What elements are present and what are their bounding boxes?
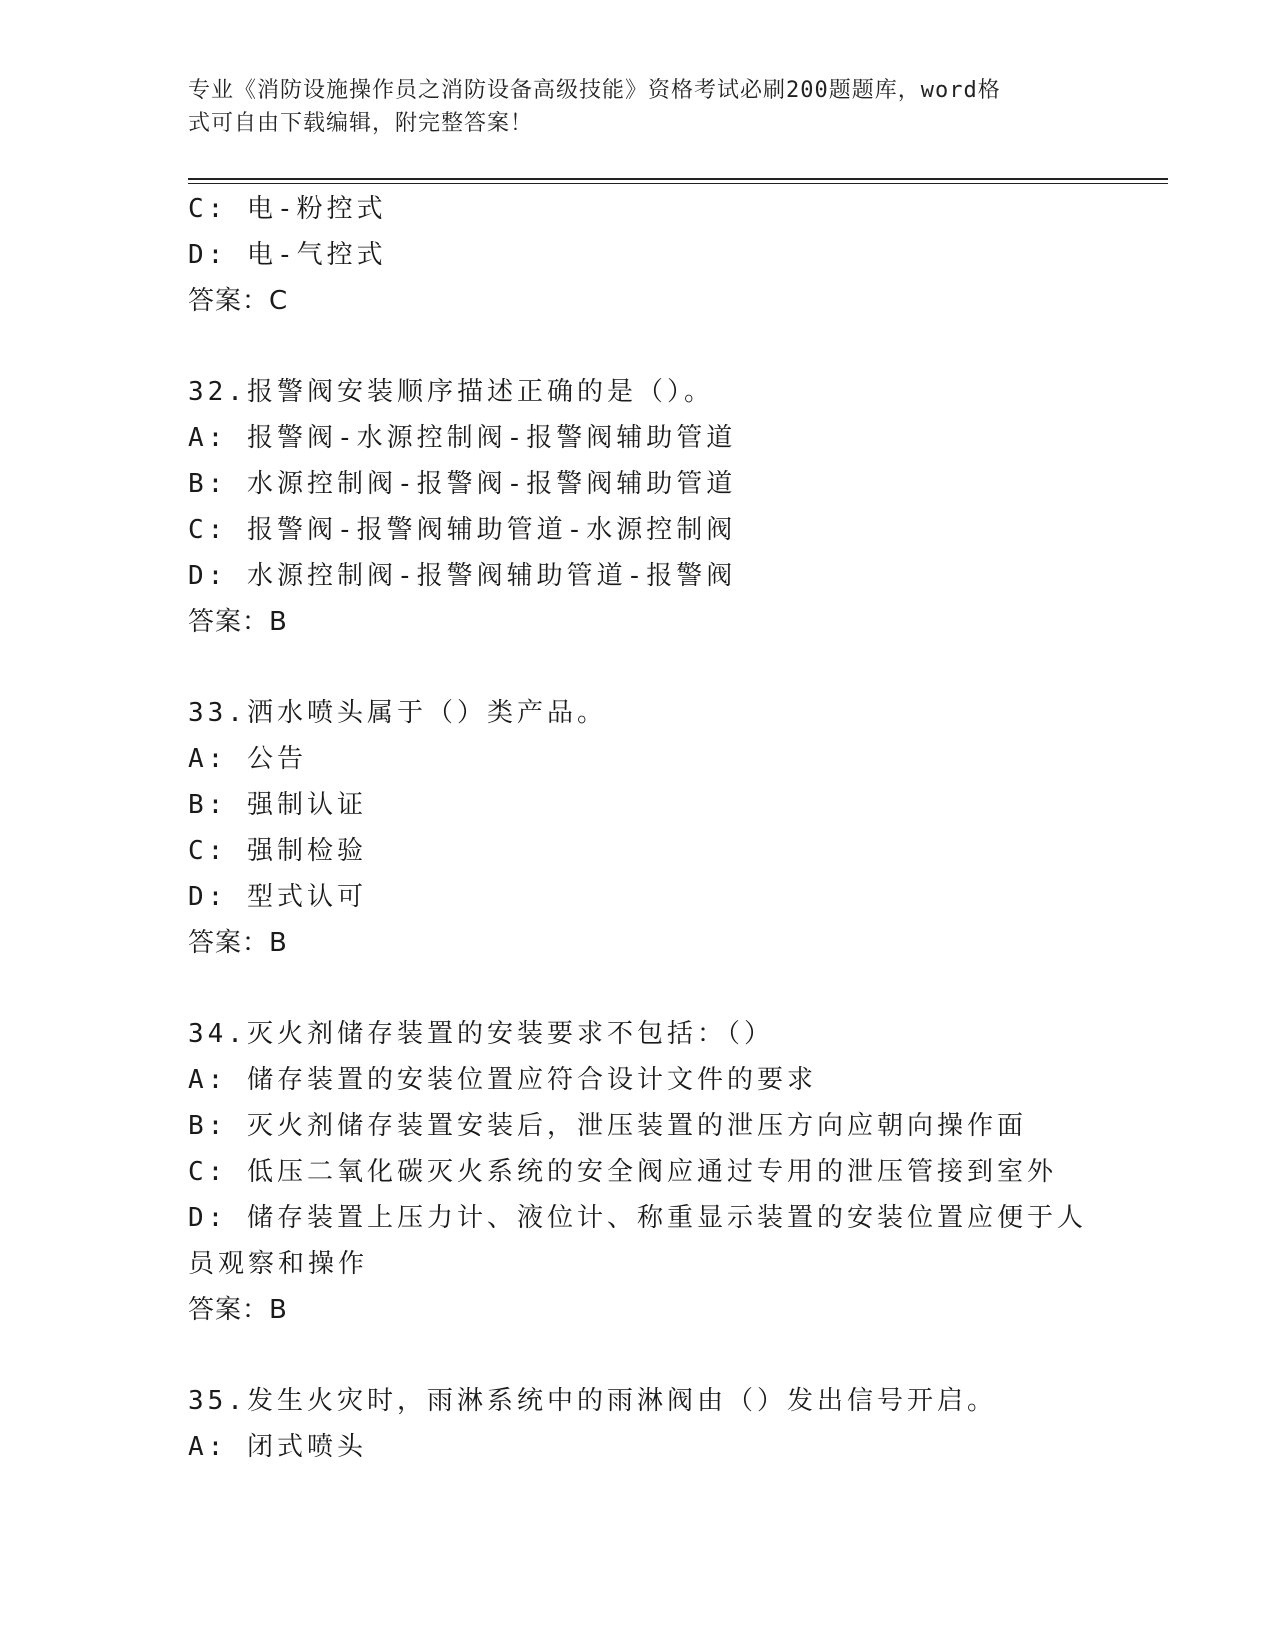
option-d: D: 电-气控式 [188, 240, 387, 270]
header-rule-thin [188, 183, 1168, 184]
header-line-2: 式可自由下载编辑，附完整答案！ [188, 111, 534, 136]
option-c: C: 报警阀-报警阀辅助管道-水源控制阀 [188, 515, 737, 545]
question-text: 35.发生火灾时，雨淋系统中的雨淋阀由（）发出信号开启。 [188, 1386, 997, 1416]
header-rule-thick [188, 178, 1168, 180]
answer-line: 答案：B [188, 607, 288, 637]
option-d: D: 型式认可 [188, 882, 367, 912]
document-header [188, 74, 1068, 140]
option-a: A: 公告 [188, 744, 307, 774]
question-block [188, 690, 1088, 966]
option-b: B: 强制认证 [188, 790, 367, 820]
question-text: 34.灭火剂储存装置的安装要求不包括：（） [188, 1019, 774, 1049]
answer-line: 答案：B [188, 928, 288, 958]
question-block [188, 1011, 1088, 1333]
option-d: D: 水源控制阀-报警阀辅助管道-报警阀 [188, 561, 737, 591]
question-block [188, 186, 1088, 324]
question-block [188, 1378, 1088, 1470]
option-b: B: 灭火剂储存装置安装后，泄压装置的泄压方向应朝向操作面 [188, 1111, 1027, 1141]
option-a: A: 报警阀-水源控制阀-报警阀辅助管道 [188, 423, 737, 453]
question-text: 33.洒水喷头属于（）类产品。 [188, 698, 607, 728]
option-a: A: 储存装置的安装位置应符合设计文件的要求 [188, 1065, 817, 1095]
question-text: 32.报警阀安装顺序描述正确的是（）。 [188, 377, 714, 407]
option-b: B: 水源控制阀-报警阀-报警阀辅助管道 [188, 469, 737, 499]
header-line-1: 专业《消防设施操作员之消防设备高级技能》资格考试必刷200题题库，word格 [188, 78, 1001, 103]
option-c: C: 电-粉控式 [188, 194, 387, 224]
question-list [188, 186, 1088, 1470]
answer-line: 答案：C [188, 286, 289, 316]
option-c: C: 强制检验 [188, 836, 367, 866]
question-block [188, 369, 1088, 645]
option-c: C: 低压二氧化碳灭火系统的安全阀应通过专用的泄压管接到室外 [188, 1157, 1057, 1187]
option-d: D: 储存装置上压力计、液位计、称重显示装置的安装位置应便于人员观察和操作 [188, 1203, 1087, 1279]
option-a: A: 闭式喷头 [188, 1432, 367, 1462]
answer-line: 答案：B [188, 1295, 288, 1325]
